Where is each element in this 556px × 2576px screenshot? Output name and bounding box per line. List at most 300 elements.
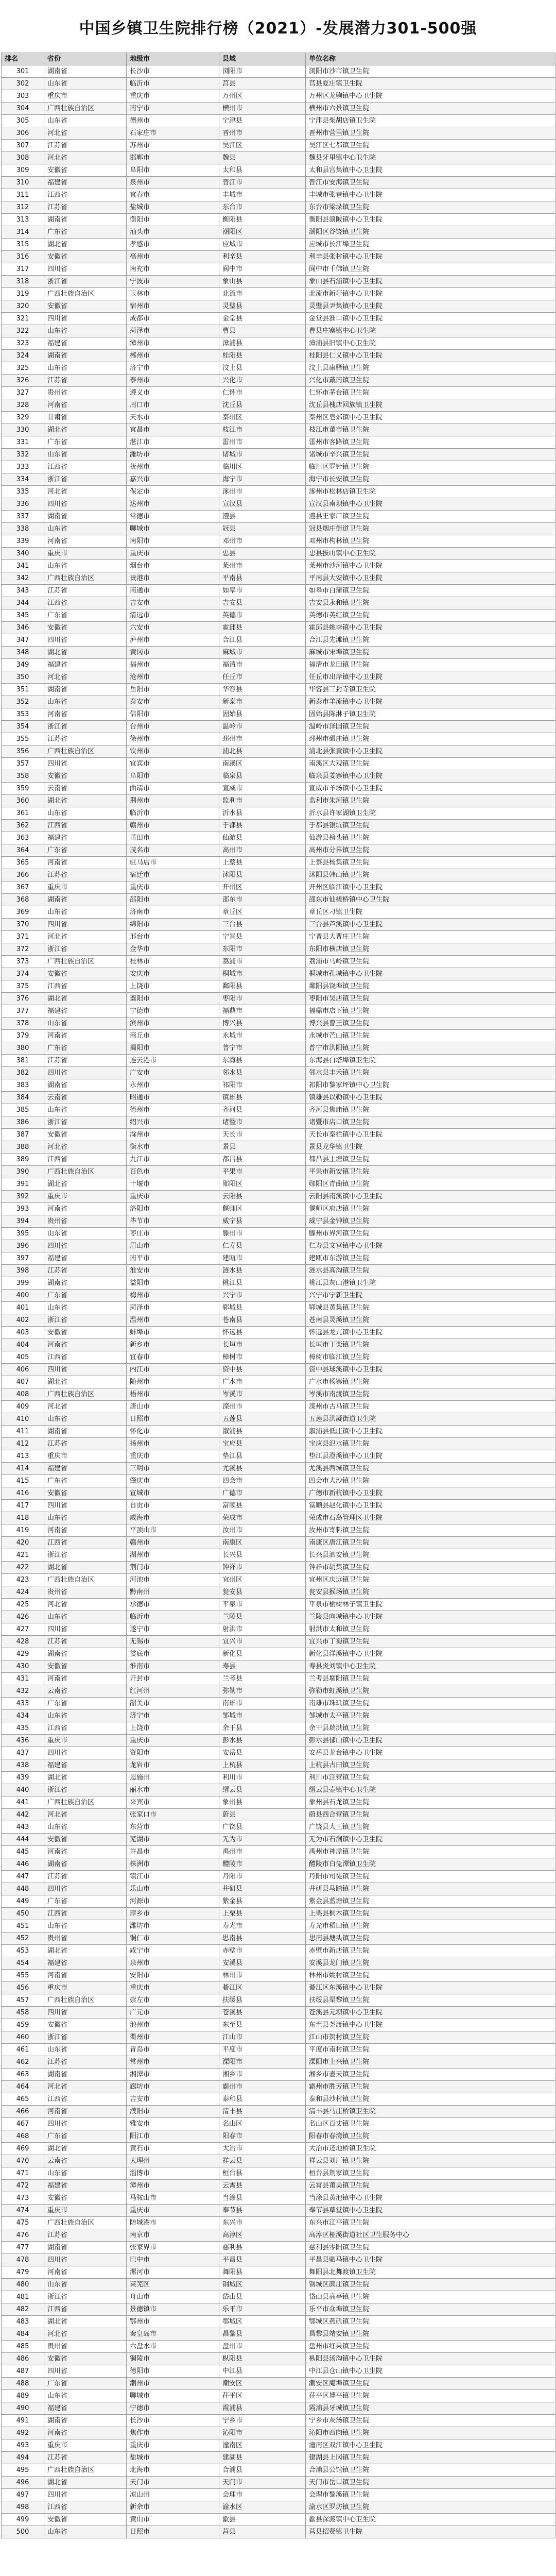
county-cell: 汶上县 [219, 362, 306, 375]
rank-cell: 380 [2, 1042, 44, 1055]
city-cell: 聊城市 [127, 523, 219, 535]
city-cell: 石家庄市 [127, 127, 219, 140]
province-cell: 山东省 [44, 1710, 127, 1722]
rank-cell: 446 [2, 1858, 44, 1871]
rank-cell: 478 [2, 2254, 44, 2266]
table-row [2, 164, 555, 177]
province-cell: 湖北省 [44, 1945, 127, 1957]
city-cell: 邵阳市 [127, 894, 219, 906]
rank-cell: 482 [2, 2303, 44, 2316]
table-row [2, 1673, 555, 1685]
city-cell: 黄石市 [127, 2143, 219, 2155]
city-cell: 焦作市 [127, 2427, 219, 2439]
province-cell: 河南省 [44, 399, 127, 412]
unit-name-cell: 名山区百丈镇卫生院 [306, 2118, 555, 2130]
table-row [2, 943, 555, 956]
city-cell: 泸州市 [127, 634, 219, 647]
city-cell: 常德市 [127, 511, 219, 523]
county-cell: 当涂县 [219, 2192, 306, 2205]
city-cell: 宿州市 [127, 300, 219, 313]
province-cell: 山东省 [44, 2167, 127, 2180]
rank-cell: 417 [2, 1500, 44, 1512]
city-cell: 淮安市 [127, 1265, 219, 1277]
unit-name-cell: 禹州市神垕镇卫生院 [306, 1846, 555, 1858]
unit-name-cell: 丹阳市司徒镇卫生院 [306, 1871, 555, 1883]
unit-name-cell: 新泰市羊流镇中心卫生院 [306, 696, 555, 708]
province-cell: 河北省 [44, 931, 127, 943]
province-cell: 山东省 [44, 78, 127, 90]
city-cell: 南通市 [127, 585, 219, 597]
table-row [2, 1982, 555, 1994]
city-cell: 临沂市 [127, 1611, 219, 1623]
county-cell: 潼南区 [219, 2439, 306, 2452]
city-cell: 洛阳市 [127, 1203, 219, 1215]
province-cell: 湖北省 [44, 993, 127, 1005]
rank-cell: 427 [2, 1623, 44, 1636]
unit-name-cell: 合江县先滩镇卫生院 [306, 634, 555, 647]
county-cell: 郓城县 [219, 1302, 306, 1314]
table-row [2, 1747, 555, 1759]
table-row [2, 968, 555, 980]
city-cell: 景德镇市 [127, 2303, 219, 2316]
province-cell: 山东省 [44, 1512, 127, 1524]
city-cell: 池州市 [127, 2019, 219, 2031]
province-cell: 广西壮族自治区 [44, 1166, 127, 1178]
rank-cell: 483 [2, 2316, 44, 2328]
unit-name-cell: 桓台县荆家镇卫生院 [306, 2167, 555, 2180]
table-row [2, 1722, 555, 1735]
county-cell: 兰考县 [219, 1673, 306, 1685]
unit-name-cell: 万州区龙驹镇中心卫生院 [306, 90, 555, 103]
county-cell: 寿县 [219, 1660, 306, 1673]
rank-cell: 435 [2, 1722, 44, 1735]
city-cell: 邯郸市 [127, 152, 219, 164]
county-cell: 潮阳区 [219, 226, 306, 239]
rank-cell: 449 [2, 1895, 44, 1908]
unit-name-cell: 都昌县土塘镇卫生院 [306, 1154, 555, 1166]
rank-cell: 393 [2, 1203, 44, 1215]
province-cell: 四川省 [44, 1500, 127, 1512]
county-cell: 沭阳县 [219, 869, 306, 882]
rank-cell: 345 [2, 609, 44, 622]
unit-name-cell: 东兴市江平镇卫生院 [306, 2217, 555, 2229]
county-cell: 湘乡市 [219, 2069, 306, 2081]
unit-name-cell: 永城市芒山镇卫生院 [306, 1030, 555, 1042]
county-cell: 枝江市 [219, 424, 306, 436]
table-row [2, 2514, 555, 2526]
table-row [2, 2155, 555, 2167]
unit-name-cell: 茌平区博平镇卫生院 [306, 2390, 555, 2402]
table-row [2, 597, 555, 609]
rank-cell: 443 [2, 1821, 44, 1834]
unit-name-cell: 钢城区颜庄镇卫生院 [306, 2279, 555, 2291]
table-row [2, 807, 555, 820]
rank-cell: 371 [2, 931, 44, 943]
rank-cell: 357 [2, 758, 44, 770]
table-row [2, 622, 555, 634]
province-cell: 湖南省 [44, 214, 127, 226]
unit-name-cell: 三台县芦溪镇中心卫生院 [306, 919, 555, 931]
rank-cell: 421 [2, 1549, 44, 1562]
county-cell: 利川市 [219, 1772, 306, 1784]
table-row [2, 337, 555, 350]
unit-name-cell: 弥勒市虹溪镇卫生院 [306, 1685, 555, 1698]
county-cell: 固始县 [219, 708, 306, 721]
rank-cell: 363 [2, 832, 44, 844]
unit-name-cell: 盘州市红果镇卫生院 [306, 2341, 555, 2353]
city-cell: 上饶市 [127, 1722, 219, 1735]
province-cell: 贵州省 [44, 1215, 127, 1228]
table-row [2, 1302, 555, 1314]
county-cell: 章丘区 [219, 906, 306, 919]
unit-name-cell: 上杭县古田镇卫生院 [306, 1759, 555, 1772]
city-cell: 宣城市 [127, 1487, 219, 1500]
rank-cell: 353 [2, 708, 44, 721]
city-cell: 阳江市 [127, 2130, 219, 2143]
header-city: 地级市 [127, 53, 219, 65]
unit-name-cell: 澧县王家厂镇卫生院 [306, 511, 555, 523]
city-cell: 崇左市 [127, 1994, 219, 2007]
table-row [2, 1376, 555, 1388]
rank-cell: 419 [2, 1524, 44, 1537]
county-cell: 上杭县 [219, 1759, 306, 1772]
province-cell: 福建省 [44, 1759, 127, 1772]
city-cell: 宜春市 [127, 189, 219, 201]
table-row [2, 1191, 555, 1203]
province-cell: 山东省 [44, 362, 127, 375]
province-cell: 浙江省 [44, 2031, 127, 2044]
table-row [2, 733, 555, 745]
unit-name-cell: 岑溪市南渡镇卫生院 [306, 1388, 555, 1401]
city-cell: 湛江市 [127, 436, 219, 449]
table-row [2, 127, 555, 140]
city-cell: 株洲市 [127, 1858, 219, 1871]
county-cell: 三台县 [219, 919, 306, 931]
city-cell: 阜阳市 [127, 164, 219, 177]
rank-cell: 317 [2, 263, 44, 276]
rank-cell: 439 [2, 1772, 44, 1784]
province-cell: 山东省 [44, 2044, 127, 2056]
county-cell: 衡阳县 [219, 214, 306, 226]
province-cell: 安徽省 [44, 2514, 127, 2526]
table-row [2, 956, 555, 968]
county-cell: 威宁县 [219, 1215, 306, 1228]
unit-name-cell: 紫金县蓝塘镇卫生院 [306, 1895, 555, 1908]
province-cell: 福建省 [44, 2402, 127, 2415]
county-cell: 沂水县 [219, 807, 306, 820]
rank-cell: 314 [2, 226, 44, 239]
province-cell: 安徽省 [44, 1327, 127, 1339]
county-cell: 安溪县 [219, 1957, 306, 1970]
table-row [2, 1920, 555, 1933]
rank-cell: 352 [2, 696, 44, 708]
table-row [2, 1364, 555, 1376]
unit-name-cell: 潼南区双江镇中心卫生院 [306, 2439, 555, 2452]
table-row [2, 647, 555, 659]
city-cell: 防城港市 [127, 2217, 219, 2229]
rank-cell: 334 [2, 473, 44, 486]
province-cell: 江苏省 [44, 733, 127, 745]
province-cell: 湖北省 [44, 647, 127, 659]
province-cell: 广东省 [44, 609, 127, 622]
table-row [2, 1797, 555, 1809]
city-cell: 许昌市 [127, 1846, 219, 1858]
province-cell: 湖南省 [44, 1858, 127, 1871]
county-cell: 上蔡县 [219, 857, 306, 869]
province-cell: 河北省 [44, 152, 127, 164]
rank-cell: 479 [2, 2266, 44, 2279]
city-cell: 济南市 [127, 906, 219, 919]
table-row [2, 1215, 555, 1228]
table-row [2, 1772, 555, 1784]
province-cell: 广西壮族自治区 [44, 1994, 127, 2007]
rank-cell: 336 [2, 498, 44, 511]
rank-cell: 347 [2, 634, 44, 647]
table-row [2, 1623, 555, 1636]
unit-name-cell: 溧阳市上兴镇卫生院 [306, 2056, 555, 2069]
unit-name-cell: 忠县拔山镇中心卫生院 [306, 548, 555, 560]
county-cell: 平南县 [219, 572, 306, 585]
rank-cell: 468 [2, 2130, 44, 2143]
county-cell: 合浦县 [219, 2464, 306, 2477]
rank-cell: 303 [2, 90, 44, 103]
unit-name-cell: 仁寿县文宫镇中心卫生院 [306, 1240, 555, 1252]
city-cell: 泉州市 [127, 177, 219, 189]
unit-name-cell: 宁乡市灰汤镇卫生院 [306, 2415, 555, 2427]
city-cell: 亳州市 [127, 251, 219, 263]
table-row [2, 2439, 555, 2452]
county-cell: 宁津县 [219, 115, 306, 127]
unit-name-cell: 郧阳区青曲镇卫生院 [306, 1178, 555, 1191]
table-row [2, 1401, 555, 1413]
table-row [2, 1648, 555, 1660]
table-row [2, 2007, 555, 2019]
unit-name-cell: 横州市六景镇卫生院 [306, 103, 555, 115]
county-cell: 丹阳市 [219, 1871, 306, 1883]
table-row [2, 1660, 555, 1673]
province-cell: 安徽省 [44, 2019, 127, 2031]
table-row [2, 1042, 555, 1055]
county-cell: 偃师区 [219, 1203, 306, 1215]
rank-cell: 462 [2, 2056, 44, 2069]
province-cell: 山东省 [44, 906, 127, 919]
province-cell: 湖北省 [44, 424, 127, 436]
table-row [2, 1055, 555, 1067]
province-cell: 甘肃省 [44, 412, 127, 424]
province-cell: 江西省 [44, 980, 127, 993]
city-cell: 台州市 [127, 721, 219, 733]
unit-name-cell: 建湖县上冈镇卫生院 [306, 2452, 555, 2464]
rank-cell: 473 [2, 2192, 44, 2205]
city-cell: 枣庄市 [127, 1228, 219, 1240]
table-row [2, 2526, 555, 2538]
city-cell: 嘉兴市 [127, 473, 219, 486]
city-cell: 咸宁市 [127, 1945, 219, 1957]
province-cell: 湖北省 [44, 2477, 127, 2489]
rank-cell: 422 [2, 1562, 44, 1574]
city-cell: 内江市 [127, 1364, 219, 1376]
rank-cell: 324 [2, 350, 44, 362]
table-row [2, 1883, 555, 1895]
unit-name-cell: 寿光市稻田镇卫生院 [306, 1920, 555, 1933]
province-cell: 河北省 [44, 486, 127, 498]
table-row [2, 1611, 555, 1623]
rank-cell: 320 [2, 300, 44, 313]
county-cell: 云霄县 [219, 2180, 306, 2192]
unit-name-cell: 沭阳县韩山镇卫生院 [306, 869, 555, 882]
province-cell: 浙江省 [44, 721, 127, 733]
city-cell: 湖州市 [127, 1549, 219, 1562]
city-cell: 绍兴市 [127, 1116, 219, 1129]
province-cell: 福建省 [44, 1252, 127, 1265]
rank-cell: 316 [2, 251, 44, 263]
county-cell: 汝州市 [219, 1524, 306, 1537]
province-cell: 四川省 [44, 263, 127, 276]
province-cell: 浙江省 [44, 473, 127, 486]
table-row [2, 1116, 555, 1129]
county-cell: 齐河县 [219, 1104, 306, 1116]
rank-cell: 328 [2, 399, 44, 412]
county-cell: 四会市 [219, 1475, 306, 1487]
rank-cell: 339 [2, 535, 44, 548]
table-row [2, 832, 555, 844]
city-cell: 玉林市 [127, 288, 219, 300]
province-cell: 福建省 [44, 2180, 127, 2192]
city-cell: 河池市 [127, 1574, 219, 1586]
city-cell: 抚州市 [127, 461, 219, 473]
unit-name-cell: 桃江县灰山港镇卫生院 [306, 1277, 555, 1290]
unit-name-cell: 衡阳县演陂镇中心卫生院 [306, 214, 555, 226]
rank-cell: 370 [2, 919, 44, 931]
table-row [2, 1970, 555, 1982]
city-cell: 濮阳市 [127, 2106, 219, 2118]
rank-cell: 302 [2, 78, 44, 90]
rank-cell: 383 [2, 1079, 44, 1092]
table-row [2, 226, 555, 239]
table-row [2, 1586, 555, 1599]
table-row [2, 2353, 555, 2365]
city-cell: 怀化市 [127, 1426, 219, 1438]
table-row [2, 1067, 555, 1079]
city-cell: 衢州市 [127, 2031, 219, 2044]
province-cell: 山东省 [44, 1104, 127, 1116]
city-cell: 张家口市 [127, 1809, 219, 1821]
rank-cell: 453 [2, 1945, 44, 1957]
province-cell: 山东省 [44, 1821, 127, 1834]
table-row [2, 1500, 555, 1512]
unit-name-cell: 晋江市安海镇卫生院 [306, 177, 555, 189]
unit-name-cell: 慈利县零阳镇卫生院 [306, 2242, 555, 2254]
table-row [2, 585, 555, 597]
table-row [2, 535, 555, 548]
province-cell: 江西省 [44, 1351, 127, 1364]
province-cell: 安徽省 [44, 622, 127, 634]
province-cell: 山东省 [44, 696, 127, 708]
city-cell: 信阳市 [127, 708, 219, 721]
province-cell: 江苏省 [44, 1265, 127, 1277]
rank-cell: 385 [2, 1104, 44, 1116]
table-row [2, 2291, 555, 2303]
city-cell: 滁州市 [127, 1129, 219, 1141]
table-row [2, 869, 555, 882]
rank-cell: 306 [2, 127, 44, 140]
unit-name-cell: 四会市大沙镇卫生院 [306, 1475, 555, 1487]
city-cell: 宁波市 [127, 276, 219, 288]
city-cell: 宿迁市 [127, 869, 219, 882]
province-cell: 湖南省 [44, 1426, 127, 1438]
county-cell: 魏县 [219, 152, 306, 164]
county-cell: 桐城市 [219, 968, 306, 980]
unit-name-cell: 乐平市众埠镇卫生院 [306, 2303, 555, 2316]
rank-cell: 451 [2, 1920, 44, 1933]
county-cell: 新化县 [219, 1648, 306, 1660]
province-cell: 山东省 [44, 1302, 127, 1314]
county-cell: 博兴县 [219, 1018, 306, 1030]
rank-cell: 481 [2, 2291, 44, 2303]
rank-cell: 367 [2, 882, 44, 894]
rank-cell: 341 [2, 560, 44, 572]
rank-cell: 486 [2, 2353, 44, 2365]
table-row [2, 276, 555, 288]
table-row [2, 350, 555, 362]
county-cell: 浦北县 [219, 745, 306, 758]
rank-cell: 356 [2, 745, 44, 758]
rank-cell: 412 [2, 1438, 44, 1450]
rank-cell: 434 [2, 1710, 44, 1722]
table-row [2, 770, 555, 783]
province-cell: 湖南省 [44, 2415, 127, 2427]
unit-name-cell: 宁津县柴胡店镇卫生院 [306, 115, 555, 127]
city-cell: 梧州市 [127, 1388, 219, 1401]
province-cell: 广东省 [44, 1895, 127, 1908]
table-row [2, 671, 555, 684]
rank-cell: 460 [2, 2031, 44, 2044]
table-row [2, 362, 555, 375]
county-cell: 弥勒市 [219, 1685, 306, 1698]
province-cell: 重庆市 [44, 882, 127, 894]
county-cell: 晋江市 [219, 177, 306, 189]
province-cell: 安徽省 [44, 251, 127, 263]
city-cell: 赣州市 [127, 820, 219, 832]
rank-cell: 364 [2, 844, 44, 857]
rank-cell: 333 [2, 461, 44, 473]
city-cell: 潍坊市 [127, 1920, 219, 1933]
unit-name-cell: 林州市姚村镇卫生院 [306, 1970, 555, 1982]
province-cell: 山东省 [44, 115, 127, 127]
rank-cell: 429 [2, 1648, 44, 1660]
unit-name-cell: 枝江市董市镇卫生院 [306, 424, 555, 436]
rank-cell: 498 [2, 2501, 44, 2514]
county-cell: 平昌县 [219, 2254, 306, 2266]
province-cell: 江苏省 [44, 869, 127, 882]
rank-cell: 404 [2, 1339, 44, 1351]
city-cell: 漳州市 [127, 2180, 219, 2192]
county-cell: 会理市 [219, 2489, 306, 2501]
county-cell: 东至县 [219, 2019, 306, 2031]
county-cell: 尤溪县 [219, 1463, 306, 1475]
unit-name-cell: 高淳区桠溪街道社区卫生服务中心 [306, 2229, 555, 2242]
province-cell: 四川省 [44, 919, 127, 931]
rank-cell: 441 [2, 1797, 44, 1809]
county-cell: 福鼎市 [219, 1005, 306, 1018]
province-cell: 山东省 [44, 2390, 127, 2402]
county-cell: 垫江县 [219, 1450, 306, 1463]
county-cell: 东台市 [219, 201, 306, 214]
rank-cell: 445 [2, 1846, 44, 1858]
county-cell: 英德市 [219, 609, 306, 622]
county-cell: 万州区 [219, 90, 306, 103]
county-cell: 澧县 [219, 511, 306, 523]
